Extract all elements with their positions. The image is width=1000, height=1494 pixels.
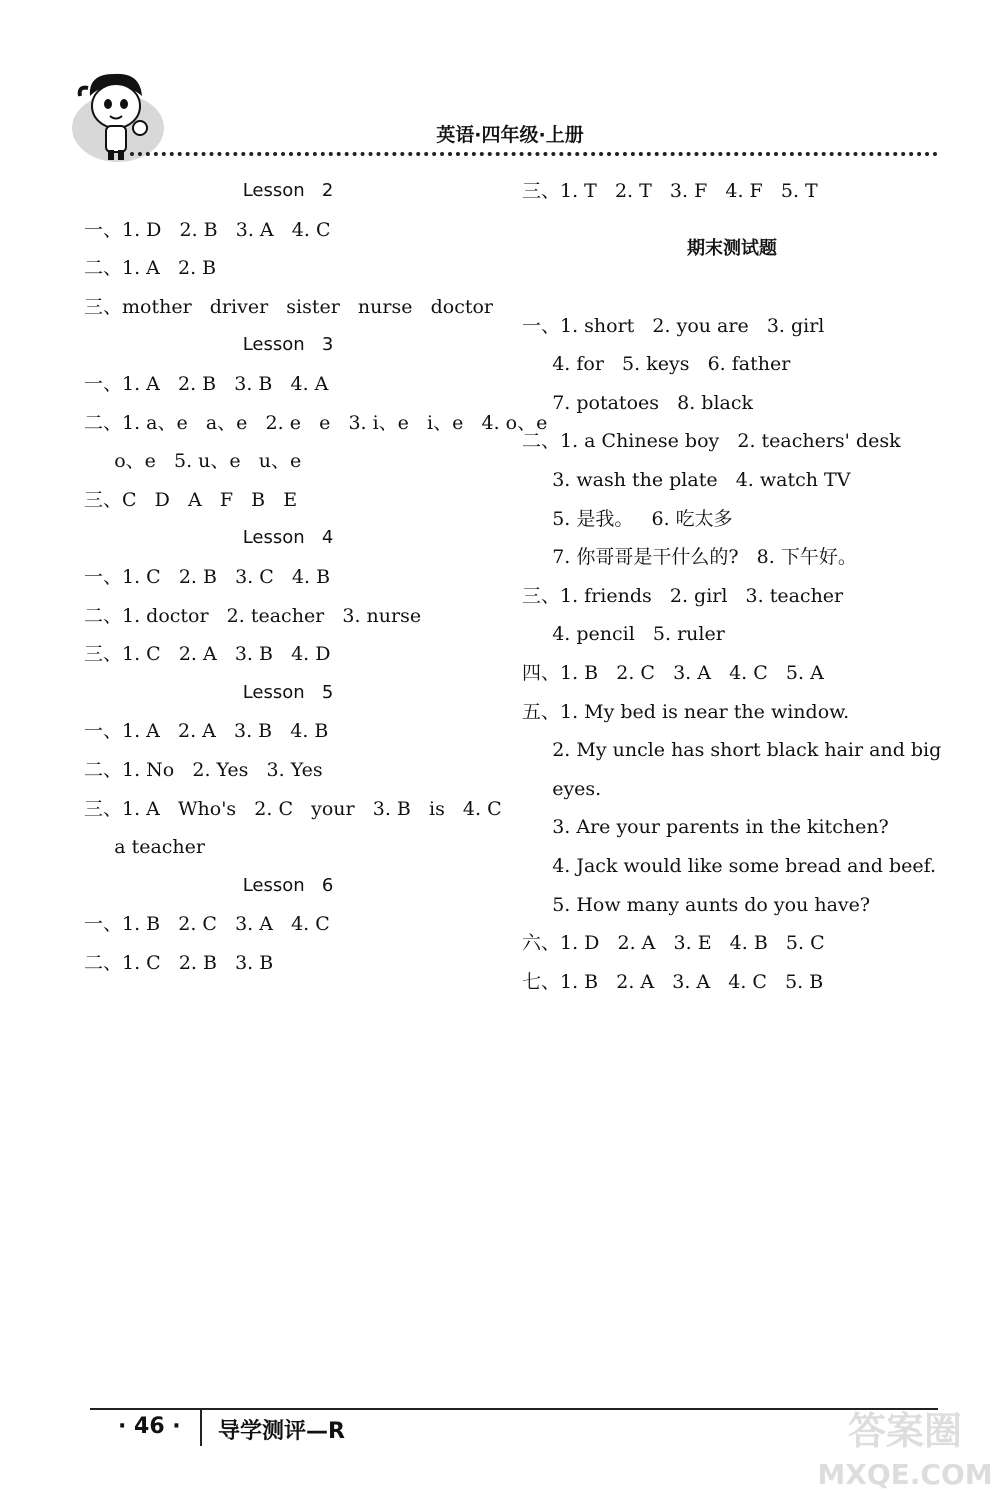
answer-line: 一、1. short 2. you are 3. girl — [522, 314, 825, 337]
section-heading: Lesson 5 — [242, 681, 334, 703]
answer-line: 5. 是我。 6. 吃太多 — [522, 507, 733, 530]
answer-line: 7. potatoes 8. black — [522, 391, 754, 414]
answer-line: 三、1. C 2. A 3. B 4. D — [84, 643, 331, 666]
answer-line: 4. Jack would like some bread and beef. — [522, 854, 936, 877]
answer-line: 一、1. D 2. B 3. A 4. C — [84, 218, 331, 241]
section-heading: 期末测试题 — [687, 237, 777, 259]
answer-line: 一、1. B 2. C 3. A 4. C — [84, 913, 330, 936]
answer-line: o、e 5. u、e u、e — [84, 450, 302, 473]
answer-line: 一、1. A 2. A 3. B 4. B — [84, 720, 329, 743]
book-title: 导学测评—R — [218, 1419, 345, 1444]
section-heading: Lesson 3 — [242, 334, 334, 356]
answer-line: 五、1. My bed is near the window. — [522, 700, 850, 723]
answer-line: a teacher — [84, 836, 205, 859]
answer-line: 三、1. friends 2. girl 3. teacher — [522, 584, 844, 607]
answer-line: 四、1. B 2. C 3. A 4. C 5. A — [522, 661, 824, 684]
answer-line: 二、1. a、e a、e 2. e e 3. i、e i、e 4. o、e — [84, 411, 548, 434]
answer-line: 三、1. T 2. T 3. F 4. F 5. T — [522, 180, 818, 202]
mascot-girl-illustration — [68, 66, 168, 166]
answer-line: 三、1. A Who's 2. C your 3. B is 4. C — [84, 797, 502, 820]
answer-line: 六、1. D 2. A 3. E 4. B 5. C — [522, 932, 825, 955]
watermark-bottom-text: MXQE.COM — [817, 1458, 993, 1491]
answer-line: 二、1. A 2. B — [84, 257, 217, 280]
answer-line: 二、1. a Chinese boy 2. teachers' desk — [522, 430, 901, 453]
watermark-logo — [805, 1404, 1000, 1494]
answer-line: 4. pencil 5. ruler — [522, 623, 725, 646]
answer-line: 4. for 5. keys 6. father — [522, 353, 791, 376]
answer-line: 三、C D A F B E — [84, 488, 298, 511]
section-heading: Lesson 2 — [242, 180, 334, 201]
answer-line: 3. wash the plate 4. watch TV — [522, 468, 851, 491]
right-answer-column — [522, 172, 942, 1001]
answer-line: 7. 你哥哥是干什么的? 8. 下午好。 — [522, 546, 857, 569]
answer-line: 二、1. No 2. Yes 3. Yes — [84, 758, 323, 781]
footer-separator — [200, 1408, 202, 1446]
section-heading: Lesson 4 — [242, 527, 334, 549]
header-dotted-rule — [130, 152, 938, 156]
answer-line: 一、1. C 2. B 3. C 4. B — [84, 565, 331, 588]
page-number: · 46 · — [118, 1414, 181, 1439]
left-answer-column — [84, 172, 548, 982]
answer-line: 一、1. A 2. B 3. B 4. A — [84, 372, 329, 395]
answer-line: 3. Are your parents in the kitchen? — [522, 816, 889, 839]
section-heading: Lesson 6 — [242, 874, 334, 896]
answer-line: 三、mother driver sister nurse doctor — [84, 295, 494, 318]
answer-line: 七、1. B 2. A 3. A 4. C 5. B — [522, 970, 824, 993]
answer-line: 2. My uncle has short black hair and big — [522, 739, 942, 762]
answer-line: 二、1. C 2. B 3. B — [84, 951, 274, 974]
watermark-top-text: 答案圈 — [847, 1409, 963, 1453]
answer-line: 二、1. doctor 2. teacher 3. nurse — [84, 604, 422, 627]
header-title: 英语·四年级·上册 — [436, 124, 584, 146]
answer-line: eyes. — [522, 777, 602, 800]
answer-line: 5. How many aunts do you have? — [522, 893, 871, 916]
